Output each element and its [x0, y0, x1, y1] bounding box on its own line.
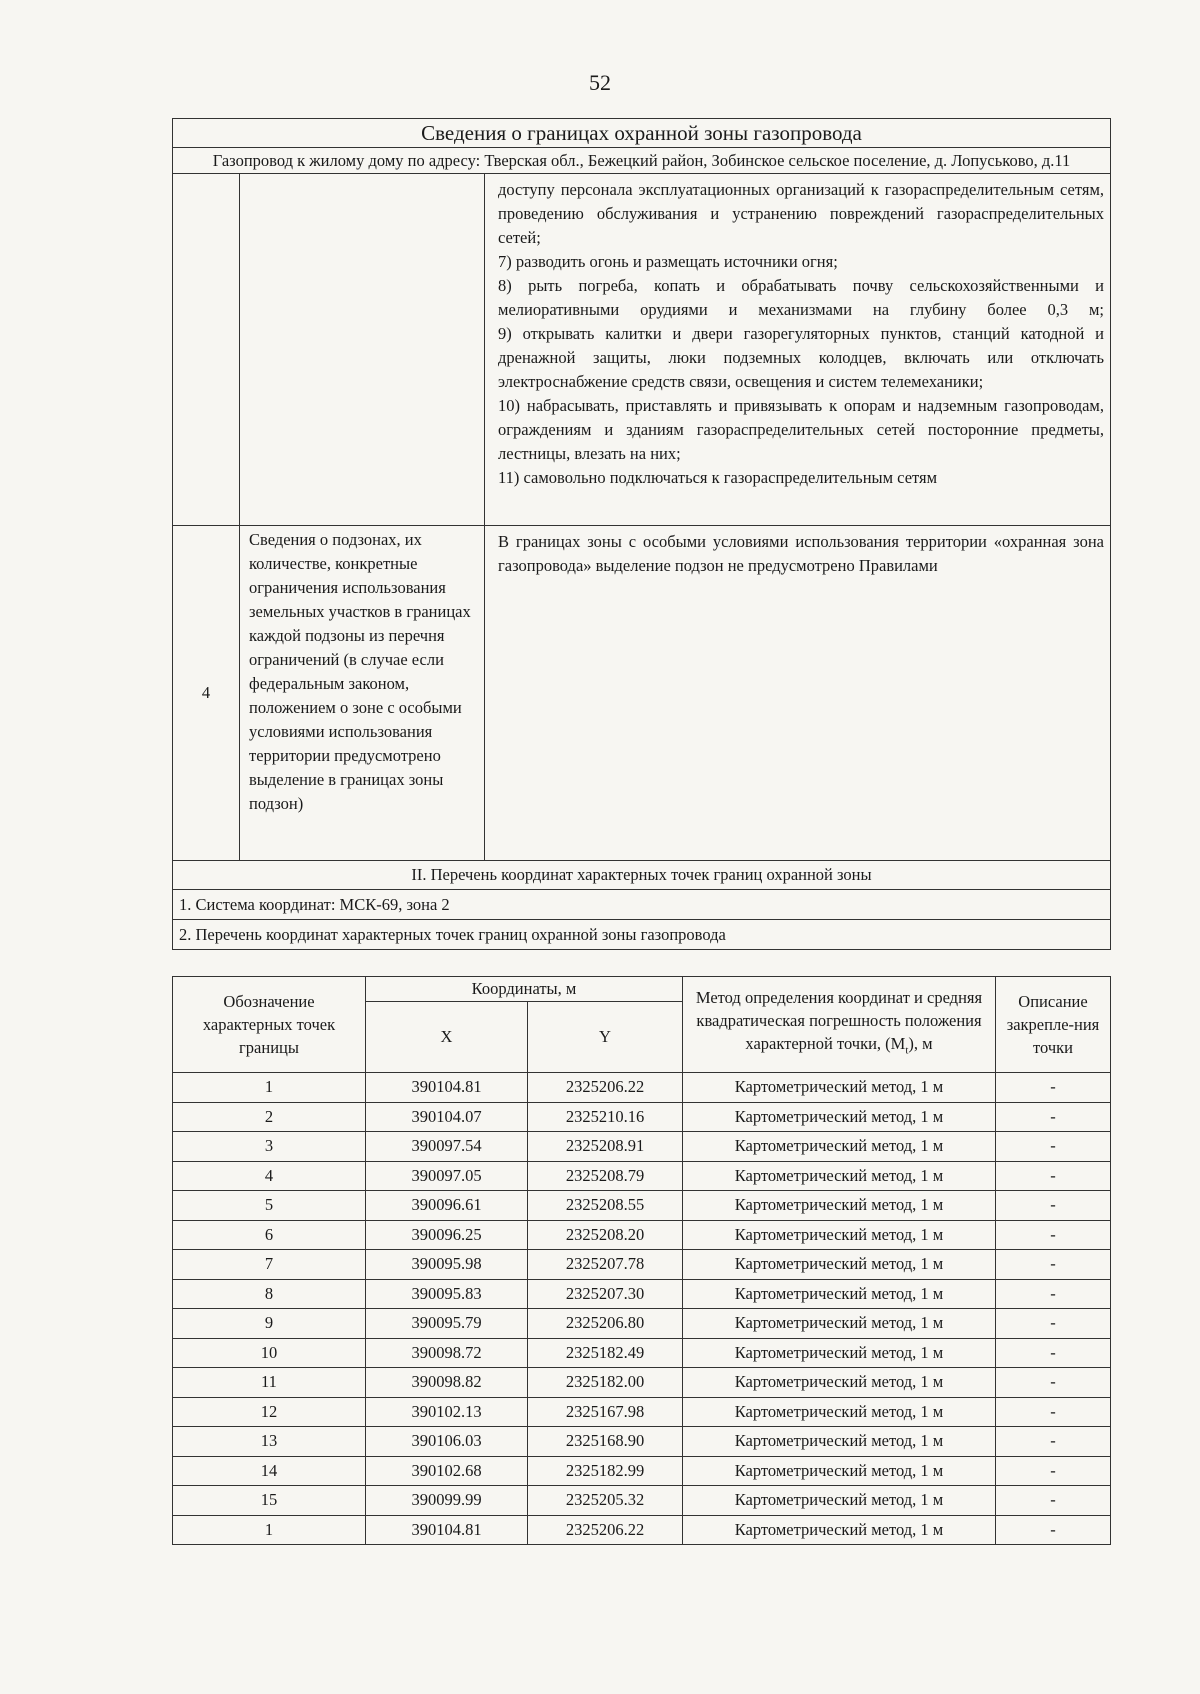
section-2-title-row: [173, 861, 1111, 890]
col-y-header: Y: [528, 1002, 683, 1073]
header-object-row: [173, 148, 1111, 174]
coord-y: 2325206.22: [528, 1515, 683, 1545]
col-x-header: X: [366, 1002, 528, 1073]
subzones-label: Сведения о подзонах, их количестве, конкретные ограничения использования земельных участков в границах каждой подзоны из перечня ограничений (в случае если федеральным законом, положением о зоне с особыми условиями использования территории предусмотрено выделение в границах зоны подзон): [240, 526, 485, 861]
coord-x: 390098.72: [366, 1338, 528, 1368]
table-row: [173, 1515, 1111, 1545]
point-description: -: [996, 1368, 1111, 1398]
point-number: 2: [173, 1102, 366, 1132]
point-number: 3: [173, 1132, 366, 1162]
coord-x: 390102.13: [366, 1397, 528, 1427]
method: Картометрический метод, 1 м: [683, 1309, 996, 1339]
method: Картометрический метод, 1 м: [683, 1427, 996, 1457]
coord-y: 2325207.78: [528, 1250, 683, 1280]
table-row: [173, 1309, 1111, 1339]
point-description: -: [996, 1427, 1111, 1457]
method: Картометрический метод, 1 м: [683, 1132, 996, 1162]
method: Картометрический метод, 1 м: [683, 1250, 996, 1280]
restriction-item: 7) разводить огонь и размещать источники огня;: [498, 252, 838, 271]
point-number: 1: [173, 1515, 366, 1545]
method: Картометрический метод, 1 м: [683, 1279, 996, 1309]
coord-x: 390096.61: [366, 1191, 528, 1221]
coord-y: 2325168.90: [528, 1427, 683, 1457]
document-title: Сведения о границах охранной зоны газопровода: [173, 119, 1111, 148]
coordinates-table: [172, 976, 1111, 1545]
restriction-item: 11) самовольно подключаться к газораспределительным сетям: [498, 468, 938, 487]
coord-system: 1. Система координат: МСК-69, зона 2: [173, 890, 1111, 920]
col-point-header: Обозначение характерных точек границы: [173, 977, 366, 1073]
coord-y: 2325210.16: [528, 1102, 683, 1132]
point-description: -: [996, 1397, 1111, 1427]
coord-system-row: [173, 890, 1111, 920]
coords-header-row: [173, 977, 1111, 1002]
coord-y: 2325182.99: [528, 1456, 683, 1486]
point-number: 6: [173, 1220, 366, 1250]
zone-info-table: [172, 118, 1111, 950]
point-description: -: [996, 1456, 1111, 1486]
coord-x: 390096.25: [366, 1220, 528, 1250]
point-description: -: [996, 1102, 1111, 1132]
restriction-item: 10) набрасывать, приставлять и привязывать к опорам и надземным газопроводам, ограждениям и зданиям газораспределительных сетей посторонние предметы, лестницы, влезать на них;: [498, 396, 1105, 463]
point-number: 1: [173, 1073, 366, 1103]
coord-y: 2325182.00: [528, 1368, 683, 1398]
point-description: -: [996, 1191, 1111, 1221]
method: Картометрический метод, 1 м: [683, 1191, 996, 1221]
coord-y: 2325205.32: [528, 1486, 683, 1516]
table-row: [173, 1338, 1111, 1368]
table-row: [173, 1220, 1111, 1250]
method: Картометрический метод, 1 м: [683, 1368, 996, 1398]
coord-x: 390104.81: [366, 1073, 528, 1103]
point-number: 10: [173, 1338, 366, 1368]
point-description: -: [996, 1161, 1111, 1191]
method: Картометрический метод, 1 м: [683, 1161, 996, 1191]
method: Картометрический метод, 1 м: [683, 1397, 996, 1427]
coord-x: 390098.82: [366, 1368, 528, 1398]
section-2-title: II. Перечень координат характерных точек границ охранной зоны: [173, 861, 1111, 890]
row-restrictions-continued: [173, 174, 1111, 526]
col-method-text: Метод определения координат и средняя квадратическая погрешность положения характерной точки, (M: [695, 988, 983, 1054]
method: Картометрический метод, 1 м: [683, 1220, 996, 1250]
table-row: [173, 1486, 1111, 1516]
coordinates-body: [173, 1073, 1111, 1545]
point-description: -: [996, 1279, 1111, 1309]
method: Картометрический метод, 1 м: [683, 1073, 996, 1103]
table-row: [173, 1132, 1111, 1162]
table-row: [173, 1397, 1111, 1427]
point-description: -: [996, 1073, 1111, 1103]
method: Картометрический метод, 1 м: [683, 1338, 996, 1368]
table-row: [173, 1427, 1111, 1457]
coord-x: 390095.98: [366, 1250, 528, 1280]
point-number: 7: [173, 1250, 366, 1280]
coord-y: 2325206.80: [528, 1309, 683, 1339]
point-number: 5: [173, 1191, 366, 1221]
col-method-subscript: t: [905, 1044, 909, 1057]
point-description: -: [996, 1250, 1111, 1280]
col-coords-header: Координаты, м: [366, 977, 683, 1002]
point-description: -: [996, 1515, 1111, 1545]
row-subzones: [173, 526, 1111, 861]
point-number: 15: [173, 1486, 366, 1516]
coord-y: 2325206.22: [528, 1073, 683, 1103]
coord-y: 2325167.98: [528, 1397, 683, 1427]
point-number: 11: [173, 1368, 366, 1398]
row-number: 4: [173, 526, 240, 861]
point-number: 13: [173, 1427, 366, 1457]
point-number: 9: [173, 1309, 366, 1339]
row-number-cell: [173, 174, 240, 526]
coord-y: 2325208.79: [528, 1161, 683, 1191]
subzones-value: В границах зоны с особыми условиями использования территории «охранная зона газопровода» выделение подзон не предусмотрено Правилами: [485, 526, 1111, 861]
col-method-unit: ), м: [908, 1034, 933, 1054]
method: Картометрический метод, 1 м: [683, 1456, 996, 1486]
list-title-row: [173, 920, 1111, 950]
method: Картометрический метод, 1 м: [683, 1102, 996, 1132]
point-number: 14: [173, 1456, 366, 1486]
point-number: 8: [173, 1279, 366, 1309]
table-row: [173, 1279, 1111, 1309]
coord-x: 390102.68: [366, 1456, 528, 1486]
point-description: -: [996, 1220, 1111, 1250]
method: Картометрический метод, 1 м: [683, 1515, 996, 1545]
col-desc-header: Описание закрепле-ния точки: [996, 977, 1111, 1073]
table-row: [173, 1250, 1111, 1280]
header-title-row: [173, 119, 1111, 148]
coord-y: 2325208.55: [528, 1191, 683, 1221]
point-description: -: [996, 1309, 1111, 1339]
table-row: [173, 1191, 1111, 1221]
row-label-cell: [240, 174, 485, 526]
table-row: [173, 1073, 1111, 1103]
coord-x: 390095.83: [366, 1279, 528, 1309]
coord-x: 390104.07: [366, 1102, 528, 1132]
table-row: [173, 1456, 1111, 1486]
restriction-item: 9) открывать калитки и двери газорегуляторных пунктов, станций катодной и дренажной защиты, люки подземных колодцев, включать или отключать электроснабжение средств связи, освещения и систем телемеханики;: [498, 324, 1105, 391]
coord-x: 390097.54: [366, 1132, 528, 1162]
point-number: 12: [173, 1397, 366, 1427]
coords-list-title: 2. Перечень координат характерных точек границ охранной зоны газопровода: [173, 920, 1111, 950]
restrictions-list: [485, 174, 1111, 526]
object-address: Газопровод к жилому дому по адресу: Тверская обл., Бежецкий район, Зобинское сельское поселение, д. Лопуськово, д.11: [173, 148, 1111, 174]
method: Картометрический метод, 1 м: [683, 1486, 996, 1516]
coord-y: 2325208.91: [528, 1132, 683, 1162]
point-description: -: [996, 1338, 1111, 1368]
coord-y: 2325207.30: [528, 1279, 683, 1309]
coord-x: 390104.81: [366, 1515, 528, 1545]
restriction-item: 8) рыть погреба, копать и обрабатывать почву сельскохозяйственными и мелиоративными орудиями и механизмами на глубину более 0,3 м;: [498, 276, 1105, 319]
coord-x: 390095.79: [366, 1309, 528, 1339]
coord-x: 390099.99: [366, 1486, 528, 1516]
coord-x: 390106.03: [366, 1427, 528, 1457]
coord-y: 2325182.49: [528, 1338, 683, 1368]
restriction-item: доступу персонала эксплуатационных организаций к газораспределительным сетям, проведению обслуживания и устранению повреждений газораспределительных сетей;: [498, 180, 1105, 247]
point-number: 4: [173, 1161, 366, 1191]
coord-y: 2325208.20: [528, 1220, 683, 1250]
table-row: [173, 1368, 1111, 1398]
col-method-header: [683, 977, 996, 1073]
page-number: 52: [589, 70, 611, 95]
coord-x: 390097.05: [366, 1161, 528, 1191]
table-row: [173, 1161, 1111, 1191]
table-row: [173, 1102, 1111, 1132]
point-description: -: [996, 1486, 1111, 1516]
point-description: -: [996, 1132, 1111, 1162]
